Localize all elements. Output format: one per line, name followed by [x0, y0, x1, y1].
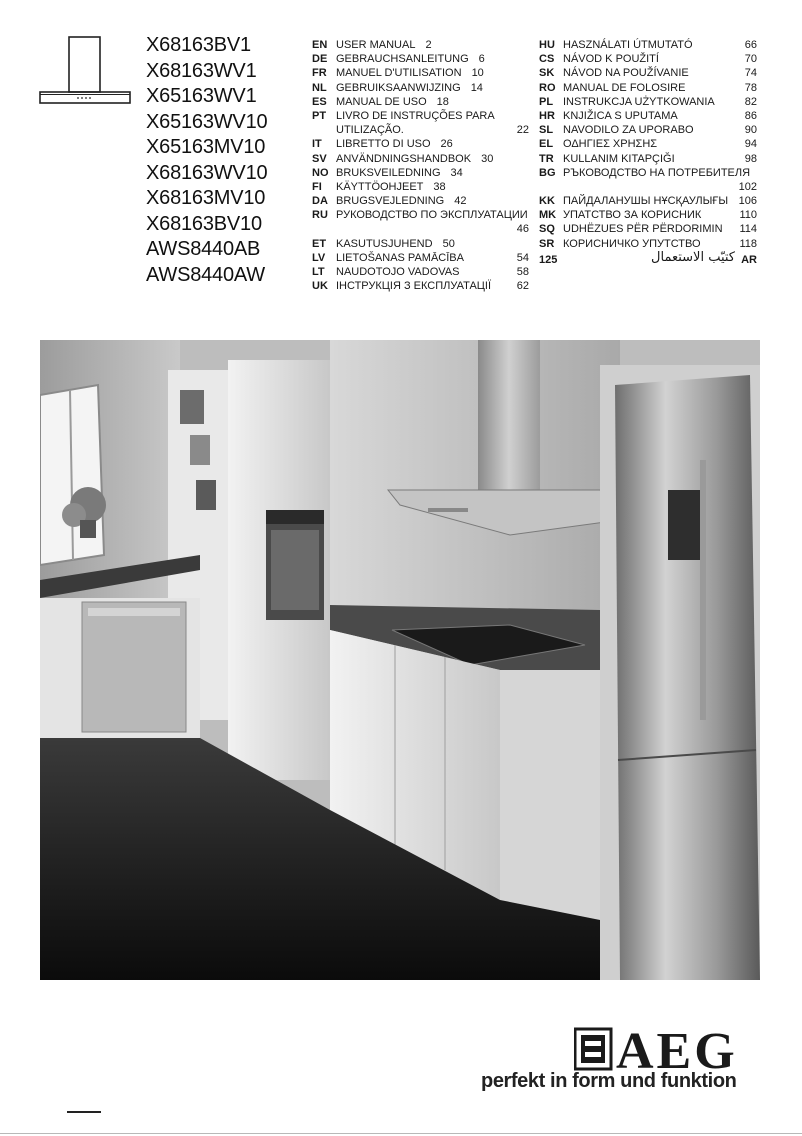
page-number: 86 — [744, 109, 757, 122]
model-number: X65163WV10 — [146, 110, 268, 133]
manual-title: NAUDOTOJO VADOVAS — [336, 266, 460, 278]
language-entry — [312, 66, 529, 80]
manual-title: KNJIŽICA S UPUTAMA — [563, 109, 678, 122]
language-entry — [539, 166, 757, 180]
page-number: 94 — [744, 138, 757, 151]
language-entry — [539, 123, 757, 137]
bottom-rule — [0, 1133, 802, 1134]
language-entry — [312, 95, 529, 109]
manual-title: GEBRAUCHSANLEITUNG — [336, 53, 469, 66]
language-code: ES — [312, 95, 327, 108]
manual-title: UTILIZAÇÃO. — [336, 124, 404, 137]
page-number: 18 — [436, 95, 449, 108]
page-number: 82 — [744, 95, 757, 108]
page-number: 74 — [744, 67, 757, 80]
page-number: 98 — [744, 152, 757, 165]
page-number: 34 — [450, 166, 463, 179]
page-number: 2 — [425, 39, 432, 51]
language-code: SR — [539, 237, 555, 250]
language-entry — [539, 180, 757, 194]
language-entry — [312, 265, 529, 279]
page-number: 14 — [470, 81, 483, 94]
kitchen-photo — [40, 340, 760, 980]
manual-title: ІНСТРУКЦІЯ З ЕКСПЛУАТАЦІЇ — [336, 280, 492, 293]
manual-title: كتيّب الاستعمال — [651, 249, 735, 265]
page-number: 125 — [539, 253, 558, 266]
language-entry — [539, 109, 757, 123]
manual-title: MANUAL DE USO — [336, 95, 427, 108]
page-number: 6 — [478, 53, 485, 66]
manual-title: KÄYTTÖOHJEET — [336, 180, 424, 193]
manual-title: КОРИСНИЧКО УПУТСТВО — [563, 237, 701, 250]
language-entry — [539, 208, 757, 222]
language-code: UK — [312, 280, 328, 293]
brand-tagline: perfekt in form und funktion — [481, 1070, 737, 1092]
page-number: 66 — [744, 39, 757, 51]
language-code: DA — [312, 195, 328, 208]
language-entry-arabic — [539, 249, 757, 267]
language-entry — [312, 251, 529, 265]
page-number: 90 — [744, 124, 757, 137]
page-number: 58 — [516, 266, 529, 278]
language-code: DE — [312, 53, 328, 66]
language-entry — [539, 152, 757, 166]
manual-title: MANUAL DE FOLOSIRE — [563, 81, 686, 94]
language-code: RO — [539, 81, 556, 94]
page-number: 54 — [516, 251, 529, 264]
language-code: TR — [539, 152, 554, 165]
page-number: 62 — [516, 280, 529, 293]
page-number: 50 — [442, 237, 455, 250]
language-entry — [312, 279, 529, 293]
model-number: X68163MV10 — [146, 187, 266, 209]
language-entry — [312, 109, 529, 123]
manual-title: BRUKSVEILEDNING — [336, 166, 441, 179]
language-entry — [539, 222, 757, 236]
page-number: 70 — [744, 53, 757, 66]
manual-title: РЪКОВОДСТВО НА ПОТРЕБИТЕЛЯ — [563, 166, 751, 179]
language-entry — [312, 52, 529, 66]
language-code: SV — [312, 152, 327, 165]
manual-title: KULLANIM KITAPÇIĞI — [563, 152, 675, 165]
manual-title: РУКОВОДСТВО ПО ЭКСПЛУАТАЦИИ — [336, 209, 528, 222]
language-code: HR — [539, 109, 555, 122]
language-entry — [539, 95, 757, 109]
aeg-wordmark: AEG — [616, 1027, 738, 1071]
page-number: 46 — [516, 223, 529, 236]
page-number: 102 — [738, 180, 757, 193]
manual-title: INSTRUKCJA UŻYTKOWANIA — [563, 95, 715, 108]
language-index-right — [539, 38, 757, 267]
language-entry — [539, 237, 757, 251]
language-index-left — [312, 38, 529, 293]
model-number: X65163WV1 — [146, 85, 257, 107]
footer-mark — [67, 1111, 101, 1113]
page-number: 10 — [471, 67, 484, 80]
page-number: 114 — [739, 223, 757, 236]
page-number: 22 — [516, 124, 529, 137]
cooker-hood-icon — [38, 36, 132, 108]
manual-title: LIBRETTO DI USO — [336, 138, 431, 151]
model-number: AWS8440AB — [146, 238, 261, 260]
language-code: KK — [539, 195, 555, 208]
manual-title: LIVRO DE INSTRUÇÕES PARA — [336, 109, 495, 122]
page-number: 110 — [739, 209, 757, 222]
language-code: PT — [312, 109, 327, 122]
manual-title: HASZNÁLATI ÚTMUTATÓ — [563, 39, 693, 51]
language-code: SK — [539, 67, 555, 80]
language-entry — [312, 222, 529, 236]
language-entry — [312, 38, 529, 52]
language-entry — [312, 81, 529, 95]
manual-title: ANVÄNDNINGSHANDBOK — [336, 152, 472, 165]
manual-title: NÁVOD K POUŽITÍ — [563, 53, 659, 66]
page-number: 30 — [481, 152, 494, 165]
language-entry — [312, 180, 529, 194]
manual-title: GEBRUIKSAANWIJZING — [336, 81, 461, 94]
language-code: FR — [312, 67, 327, 80]
language-code: NO — [312, 166, 329, 179]
language-code: BG — [539, 166, 556, 179]
language-code: CS — [539, 53, 555, 66]
manual-title: KASUTUSJUHEND — [336, 237, 433, 250]
language-code: MK — [539, 209, 557, 222]
page-number: 106 — [738, 195, 757, 208]
language-entry — [312, 137, 529, 151]
language-code: EL — [539, 138, 554, 151]
manual-title: USER MANUAL — [336, 39, 416, 51]
language-code: ET — [312, 237, 327, 250]
model-number: AWS8440AW — [146, 263, 265, 286]
language-entry — [312, 194, 529, 208]
aeg-logo — [574, 1027, 760, 1071]
model-number: X68163WV1 — [146, 59, 257, 82]
manual-title: ПАЙДАЛАНУШЫ НҰСҚАУЛЫҒЫ — [563, 195, 729, 208]
manual-title: УПАТСТВО ЗА КОРИСНИК — [563, 209, 702, 222]
model-number: X68163BV1 — [146, 34, 251, 56]
manual-title: BRUGSVEJLEDNING — [336, 195, 445, 208]
model-number: X65163MV10 — [146, 136, 266, 158]
language-code: NL — [312, 81, 327, 94]
language-code: HU — [539, 39, 555, 51]
language-code: EN — [312, 39, 328, 51]
language-entry — [539, 137, 757, 151]
language-entry — [539, 81, 757, 95]
page-number: 42 — [454, 195, 467, 208]
manual-title: ΟΔΗΓΙΕΣ ΧΡΗΣΗΣ — [563, 138, 658, 151]
language-code: SQ — [539, 223, 555, 236]
language-entry — [312, 152, 529, 166]
language-entry — [539, 38, 757, 52]
language-entry — [312, 237, 529, 251]
page-number: 26 — [440, 138, 453, 151]
model-number: X68163BV10 — [146, 212, 262, 235]
model-number: X68163WV10 — [146, 161, 268, 184]
language-code: IT — [312, 138, 322, 151]
language-entry — [312, 123, 529, 137]
manual-title: LIETOŠANAS PAMĀCĪBA — [336, 251, 464, 264]
language-entry — [312, 208, 529, 222]
language-entry — [312, 166, 529, 180]
language-code: SL — [539, 124, 554, 137]
language-code: FI — [312, 180, 322, 193]
manual-title: NAVODILO ZA UPORABO — [563, 124, 694, 137]
page-number: 78 — [744, 81, 757, 94]
language-entry — [539, 194, 757, 208]
language-entry — [539, 52, 757, 66]
language-code: LV — [312, 251, 326, 264]
model-list — [146, 33, 296, 288]
language-code: PL — [539, 95, 554, 108]
manual-title: NÁVOD NA POUŽÍVANIE — [563, 67, 689, 80]
page-number: 118 — [739, 237, 757, 250]
language-code: AR — [741, 253, 757, 266]
language-code: LT — [312, 266, 325, 278]
language-entry — [539, 66, 757, 80]
language-code: RU — [312, 209, 328, 222]
manual-title: UDHËZUES PËR PËRDORIMIN — [563, 223, 723, 236]
page-number: 38 — [433, 180, 446, 193]
manual-title: MANUEL D'UTILISATION — [336, 67, 462, 80]
